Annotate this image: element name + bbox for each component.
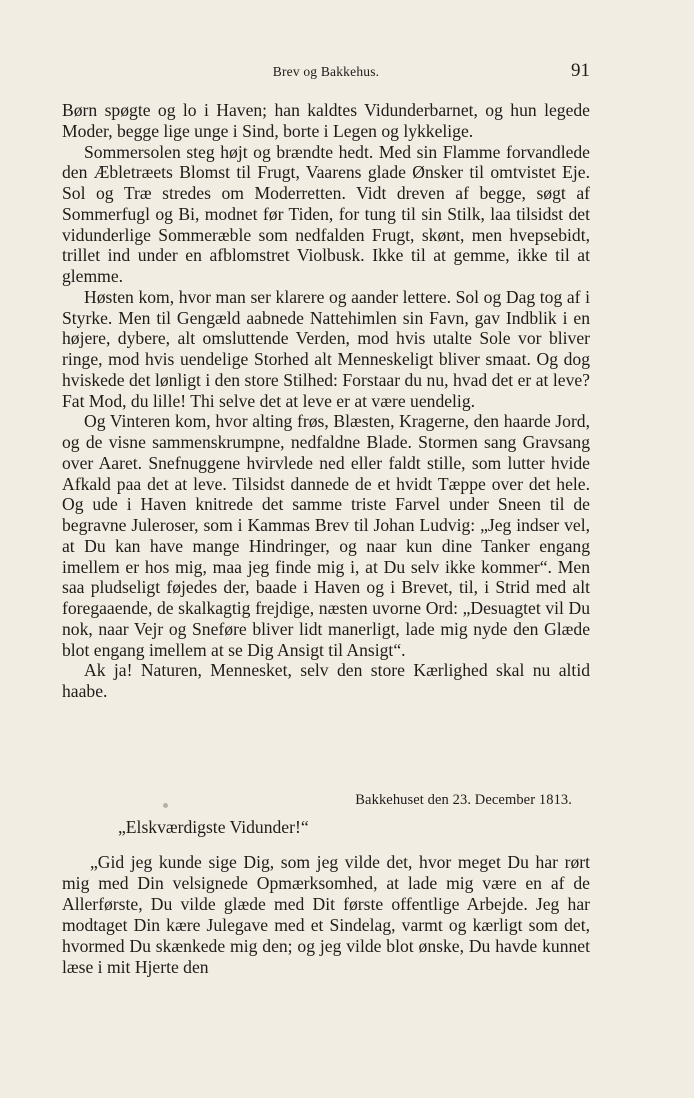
running-head: Brev og Bakkehus. — [272, 64, 380, 79]
letter-body — [62, 852, 590, 977]
paragraph-hope: Ak ja! Naturen, Mennesket, selv den store Kærlighed skal nu altid haabe. — [62, 660, 590, 701]
page-number: 91 — [571, 60, 590, 81]
paragraph-summer: Sommersolen steg højt og brændte hedt. Med sin Flamme forvandlede den Æbletræets Blomst til Frugt, Vaarens glade Ønsker til omtvistet Eje. Sol og Træ stredes om Moderretten. Vidt dreven af begge, søgt af Sommerfugl og Bi, modnet før Tiden, for tung til sin Stilk, laa tilsidst det vidunderlige Sommeræble som nedfalden Frugt, skønt, men hvepsebidt, trillet ind under en afblomstret Violbusk. Ikke til at gemme, ikke til at glemme. — [62, 141, 590, 286]
paragraph-children-in-garden: Børn spøgte og lo i Haven; han kaldtes Vidunderbarnet, og hun legede Moder, begge lige unge i Sind, borte i Legen og lykkelige. — [62, 100, 590, 141]
letter-dateline: Bakkehuset den 23. December 1813. — [355, 792, 572, 808]
body-text — [62, 100, 590, 702]
letter-salutation: „Elskværdigste Vidunder!“ — [118, 817, 309, 837]
paragraph-autumn: Høsten kom, hvor man ser klarere og aander lettere. Sol og Dag tog af i Styrke. Men til Gengæld aabnede Nattehimlen sin Favn, gav Indblik i en højere, dybere, alt omsluttende Verden, mod hvis utalte Sole vor bliver ringe, mod hvis uendelige Storhed alt Menneskeligt bliver smaat. Og dog hviskede det lønligt i den store Stilhed: Forstaar du nu, hvad det er at leve? Fat Mod, du lille! Thi selve det at leve er at være uendelig. — [62, 286, 590, 411]
letter-paragraph: „Gid jeg kunde sige Dig, som jeg vilde det, hvor meget Du har rørt mig med Din velsignede Opmærksomhed, at lade mig være en af de Allerførste, Du vilde glæde med Dit første offentlige Arbejde. Jeg har modtaget Din kære Julegave med et Sindelag, varmt og kærligt som det, hvormed Du skænkede mig den; og jeg vilde blot ønske, Du havde kunnet læse i mit Hjerte den — [62, 852, 590, 977]
paragraph-winter: Og Vinteren kom, hvor alting frøs, Blæsten, Kragerne, den haarde Jord, og de visne sammenskrumpne, nedfaldne Blade. Stormen sang Gravsang over Aaret. Snefnuggene hvirvlede ned eller faldt stille, som lutter hvide Afkald paa det at leve. Tilsidst dannede de et hvidt Tæppe over det hele. Og ude i Haven knitrede det samme triste Farvel under Sneen til de begravne Juleroser, som i Kammas Brev til Johan Ludvig: „Jeg indser vel, at Du kan have mange Hindringer, og naar kun dine Tanker engang imellem er hos mig, maa jeg finde mig i, at Du selv ikke kommer“. Men saa pludseligt føjedes der, baade i Haven og i Brevet, til, i Strid med alt foregaaende, de skalkagtig frejdige, næsten uvorne Ord: „Desuagtet vil Du nok, naar Vejr og Sneføre bliver lidt manerligt, lade mig nyde den Glæde blot engang imellem at se Dig Ansigt til Ansigt“. — [62, 411, 590, 660]
page-header — [62, 60, 590, 84]
